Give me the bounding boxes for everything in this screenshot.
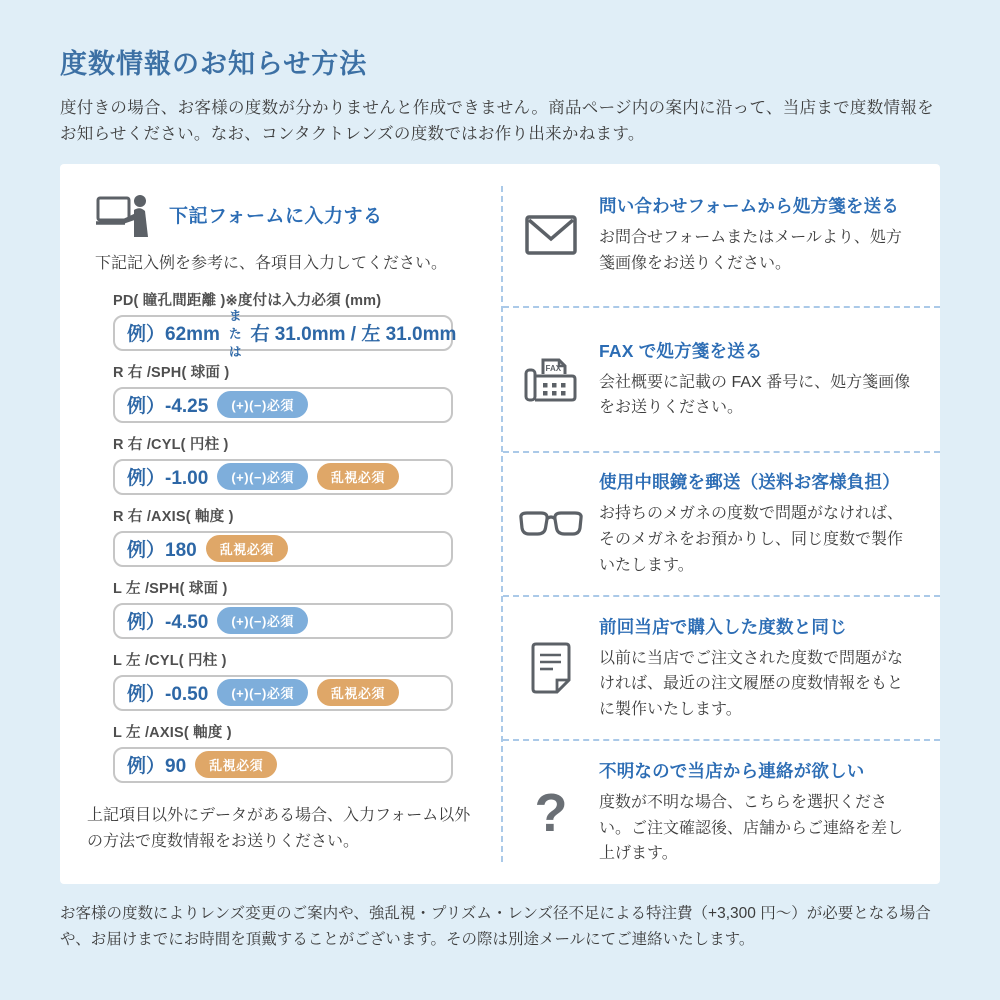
plus-minus-required-badge: (+)(−)必須 — [217, 463, 308, 490]
info-card — [60, 164, 940, 884]
astigmatism-required-badge: 乱視必須 — [206, 535, 288, 562]
method-body: 以前に当店でご注文された度数で問題がなければ、最近の注文履歴の度数情報をもとに製作いたします。 — [599, 649, 904, 718]
example-value: 例）-0.50 — [127, 684, 209, 706]
method-text — [599, 614, 940, 723]
field-example-r-axis — [113, 531, 453, 567]
method-body: 度数が不明な場合、こちらを選択ください。ご注文確認後、店舗からご連絡を差し上げます。 — [599, 794, 904, 863]
field-example-r-cyl — [113, 459, 453, 495]
example-value: 例）62mm — [127, 324, 220, 346]
field-label-r-cyl: R 右 /CYL( 円柱 ) — [113, 436, 229, 453]
methods-section — [503, 164, 940, 884]
field-label-l-cyl: L 左 /CYL( 円柱 ) — [113, 652, 227, 669]
intro-text: 度付きの場合、お客様の度数が分かりませんと作成できません。商品ページ内の案内に沿って、当店まで度数情報をお知らせください。なお、コンタクトレンズの度数ではお作り出来かねます。 — [60, 99, 934, 144]
form-instruction: 下記記入例を参考に、各項目入力してください。 — [95, 254, 448, 272]
envelope-icon — [503, 215, 599, 255]
page-title: 度数情報のお知らせ方法 — [60, 49, 368, 79]
method-title: 不明なので当店から連絡が欲しい — [599, 761, 865, 782]
method-title: 使用中眼鏡を郵送（送料お客様負担） — [599, 472, 900, 493]
method-unknown-contact-me — [503, 741, 940, 883]
example-value: 例）-4.50 — [127, 612, 209, 634]
method-previous-order — [503, 597, 940, 741]
method-text — [599, 338, 940, 421]
glasses-icon — [503, 510, 599, 538]
field-example-pd — [113, 308, 457, 359]
question-icon: ? — [534, 782, 568, 843]
form-header — [95, 192, 481, 238]
field-example-l-axis — [113, 747, 453, 783]
method-contact-form — [503, 164, 940, 308]
method-title: 前回当店で購入した度数と同じ — [599, 616, 847, 637]
method-title: FAX で処方箋を送る — [599, 340, 763, 361]
method-body: お持ちのメガネの度数で問題がなければ、そのメガネをお預かりし、同じ度数で製作いたします。 — [599, 505, 904, 574]
field-label-r-axis: R 右 /AXIS( 軸度 ) — [113, 508, 234, 525]
example-value: 例）-1.00 — [127, 468, 209, 490]
document-icon — [503, 642, 599, 694]
astigmatism-required-badge: 乱視必須 — [317, 463, 399, 490]
field-example-l-sph — [113, 603, 453, 639]
method-text — [599, 193, 940, 276]
astigmatism-required-badge: 乱視必須 — [317, 679, 399, 706]
method-body: 会社概要に記載の FAX 番号に、処方箋画像をお送りください。 — [599, 373, 911, 417]
method-text — [599, 469, 940, 578]
example-value: 例）-4.25 — [127, 396, 209, 418]
field-example-r-sph — [113, 387, 453, 423]
form-section-heading: 下記フォームに入力する — [169, 206, 383, 228]
form-fields — [95, 289, 481, 783]
example-value: 例）90 — [127, 756, 187, 778]
svg-text:FAX: FAX — [545, 364, 562, 374]
fax-icon — [503, 354, 599, 404]
field-label-pd: PD( 瞳孔間距離 )※度付は入力必須 (mm) — [113, 292, 382, 309]
example-connector: または — [228, 308, 242, 359]
example-value: 例）180 — [127, 540, 197, 562]
form-section — [60, 164, 501, 884]
method-fax — [503, 308, 940, 452]
method-mail-glasses — [503, 453, 940, 597]
field-label-r-sph: R 右 /SPH( 球面 ) — [113, 364, 230, 381]
person-at-monitor-icon — [95, 192, 153, 238]
method-body: お問合せフォームまたはメールより、処方箋画像をお送りください。 — [599, 229, 902, 272]
field-example-l-cyl — [113, 675, 453, 711]
form-note: 上記項目以外にデータがある場合、入力フォーム以外の方法で度数情報をお送りください。 — [87, 806, 471, 850]
field-label-l-axis: L 左 /AXIS( 軸度 ) — [113, 724, 232, 741]
plus-minus-required-badge: (+)(−)必須 — [217, 679, 308, 706]
footer-note: お客様の度数によりレンズ変更のご案内や、強乱視・プリズム・レンズ径不足による特注費（+3,300 円〜）が必要となる場合や、お届けまでにお時間を頂戴することがございます。その際は別途メールにてご連絡いたします。 — [60, 904, 931, 949]
astigmatism-required-badge: 乱視必須 — [195, 751, 277, 778]
example-value-2: 右 31.0mm / 左 31.0mm — [250, 324, 457, 346]
plus-minus-required-badge: (+)(−)必須 — [217, 607, 308, 634]
plus-minus-required-badge: (+)(−)必須 — [217, 391, 308, 418]
method-text — [599, 758, 940, 867]
field-label-l-sph: L 左 /SPH( 球面 ) — [113, 580, 228, 597]
method-title: 問い合わせフォームから処方箋を送る — [599, 196, 900, 217]
